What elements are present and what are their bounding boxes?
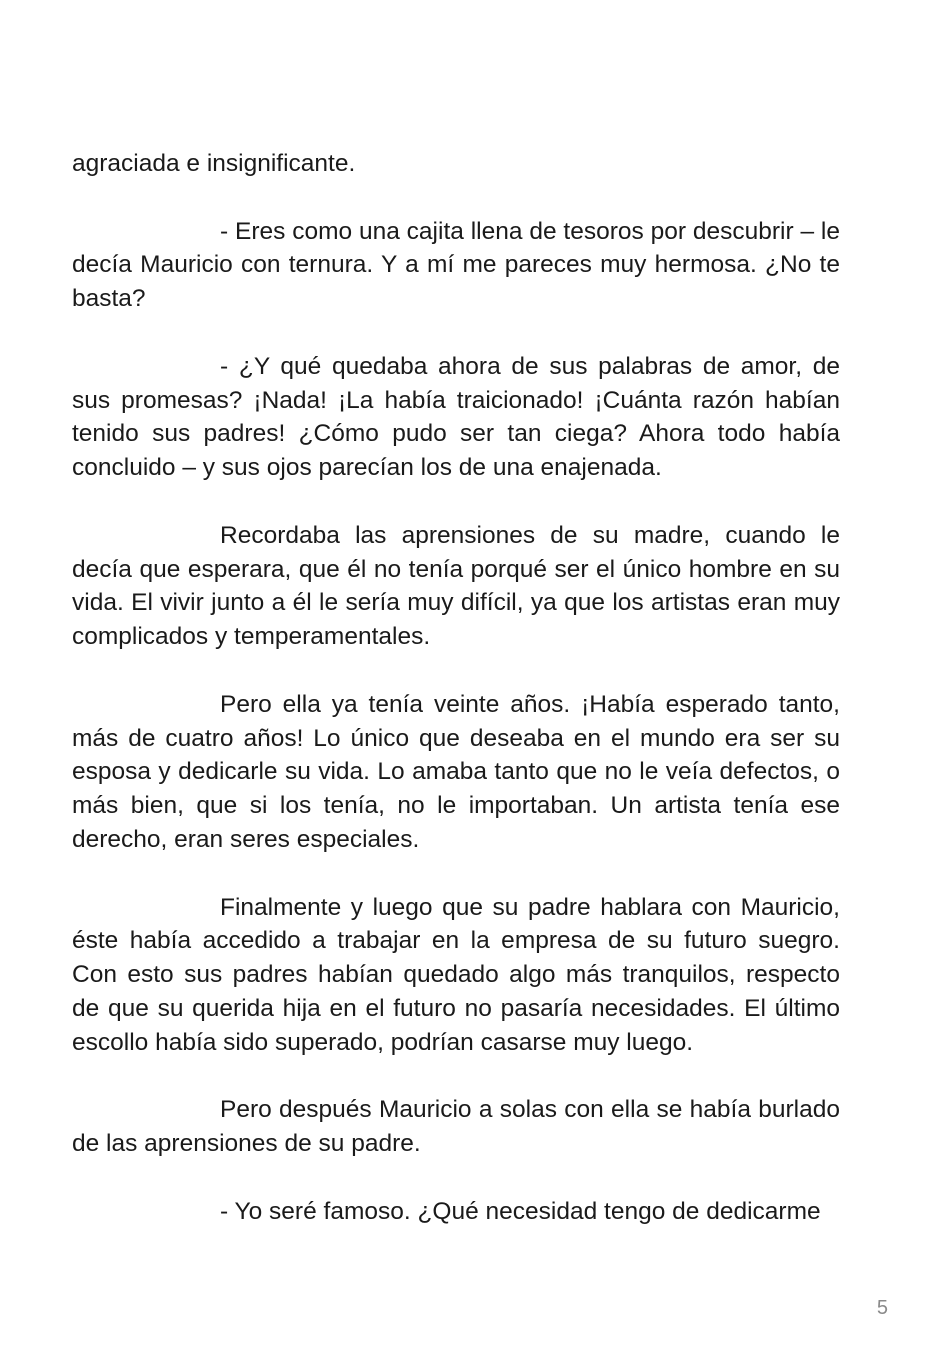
paragraph-twenty-years: Pero ella ya tenía veinte años. ¡Había esperado tanto, más de cuatro años! Lo único que deseaba en el mundo era ser su esposa y dedicarle su vida. Lo amaba tanto que no le veía defectos, o más bien, que si los tenía, no le importaban. Un artista tenía ese derecho, eran seres especiales. [72,690,840,853]
paragraph-finally: Finalmente y luego que su padre hablara con Mauricio, éste había accedido a trabajar en la empresa de su futuro suegro. Con esto sus padres habían quedado algo más tranquilos, respecto de que su querida hija en el futuro no pasaría necesidades. El último escollo había sido superado, podrían casarse muy luego. [72,893,840,1056]
paragraph-dialogue-mauricio: - Eres como una cajita llena de tesoros por descubrir – le decía Mauricio con ternura. Y a mí me pareces muy hermosa. ¿No te basta? [72,217,840,313]
paragraph-famous: - Yo seré famoso. ¿Qué necesidad tengo de dedicarme [220,1197,821,1225]
paragraph-mockery: Pero después Mauricio a solas con ella se había burlado de las aprensiones de su padre. [72,1096,840,1158]
paragraph-dialogue-question: - ¿Y qué quedaba ahora de sus palabras de amor, de sus promesas? ¡Nada! ¡La había traicionado! ¡Cuánta razón habían tenido sus padres! ¿Cómo pudo ser tan ciega? Ahora todo había concluido – y sus ojos parecían los de una enajenada. [72,352,840,482]
page-number: 5 [876,1297,888,1319]
page-body [72,147,840,1262]
paragraph-continuation: agraciada e insignificante. [72,150,356,177]
paragraph-mother-apprehensions: Recordaba las aprensiones de su madre, cuando le decía que esperara, que él no tenía porqué ser el único hombre en su vida. El vivir junto a él le sería muy difícil, ya que los artistas eran muy complicados y temperamentales. [72,521,840,651]
